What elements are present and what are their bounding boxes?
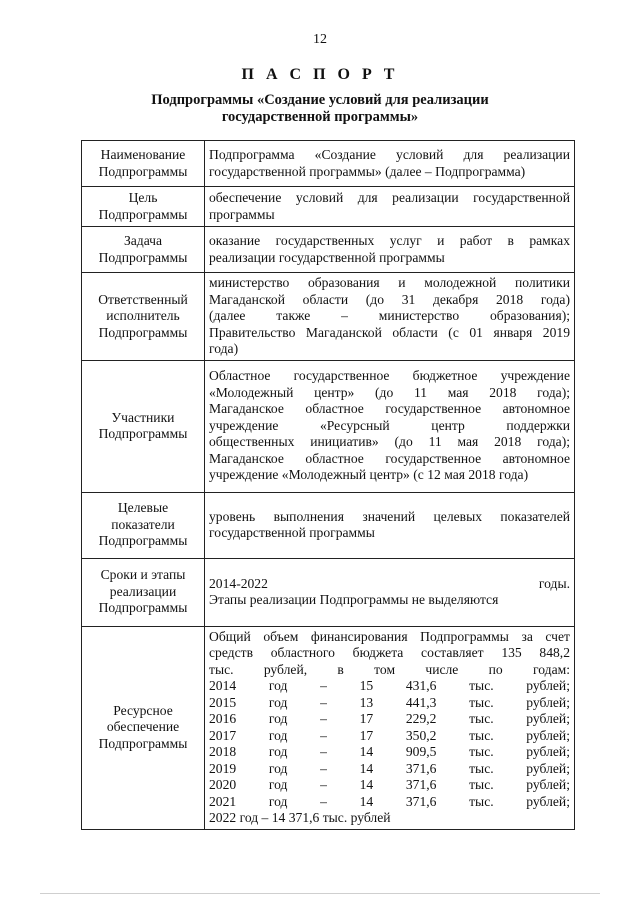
row-label-line: реализации <box>109 583 177 599</box>
row-label-line: Подпрограммы <box>98 735 188 751</box>
row-value <box>205 227 575 273</box>
row-label-line: Подпрограммы <box>98 324 188 340</box>
row-value-line: 2015 год – 13 441,3 тыс. рублей; <box>209 694 570 710</box>
row-value-line: (далее также – министерство образования); <box>209 308 570 323</box>
row-label-line: Наименование <box>100 147 186 162</box>
row-label-line: показатели <box>111 516 175 532</box>
row-value-line: тыс. рублей, в том числе по годам: <box>209 661 570 677</box>
row-value-line: общественных инициатив» (до 11 мая 2018 года); <box>209 434 570 450</box>
row-value-line: государственной программы <box>209 525 375 540</box>
row-value-line: оказание государственных услуг и работ в рамках <box>209 233 570 248</box>
row-value-line: «Молодежный центр» (до 11 мая 2018 года); <box>209 384 570 400</box>
row-label-line: обеспечение <box>106 719 180 735</box>
document-title: П А С П О Р Т <box>241 66 399 83</box>
row-value-line: обеспечение условий для реализации государственной <box>209 190 570 205</box>
row-label-line: Ресурсное <box>113 702 173 718</box>
document-subtitle <box>0 92 640 126</box>
row-value-line: программы <box>209 206 275 222</box>
row-value-line: Правительство Магаданской области (с 01 января 2019 <box>209 324 570 340</box>
passport-row <box>82 141 575 187</box>
row-value-line: Подпрограмма «Создание условий для реализации <box>209 147 570 162</box>
row-value-line: 2017 год – 17 350,2 тыс. рублей; <box>209 727 570 743</box>
passport-row <box>82 227 575 273</box>
row-value-line: 2022 год – 14 371,6 тыс. рублей <box>209 810 391 825</box>
passport-row <box>82 187 575 227</box>
row-label-line: Подпрограммы <box>98 163 188 179</box>
row-value-line: 2018 год – 14 909,5 тыс. рублей; <box>209 744 570 759</box>
row-label <box>82 626 205 829</box>
page-number: 12 <box>313 32 327 47</box>
row-value <box>205 558 575 626</box>
row-label-line: исполнитель <box>106 308 180 323</box>
row-label <box>82 187 205 227</box>
row-value-line: государственной программы» (далее – Подпрограмма) <box>209 163 526 179</box>
row-label-line: Сроки и этапы <box>100 567 186 583</box>
row-label <box>82 141 205 187</box>
row-label-line: Целевые <box>117 500 169 516</box>
row-value-line: Магаданской области (до 31 декабря 2018 года) <box>209 291 570 307</box>
row-label <box>82 227 205 273</box>
row-value-line: Магаданское областное государственное автономное <box>209 450 570 466</box>
row-value-line: Этапы реализации Подпрограммы не выделяются <box>209 592 499 607</box>
row-value-line: средств областного бюджета составляет 135 848,2 <box>209 645 570 660</box>
row-label-line: Подпрограммы <box>98 533 188 549</box>
row-value-line: 2016 год – 17 229,2 тыс. рублей; <box>209 711 570 726</box>
row-label <box>82 558 205 626</box>
row-value-line: 2020 год – 14 371,6 тыс. рублей; <box>209 777 570 792</box>
row-label-line: Участники <box>111 409 175 425</box>
row-value-line: 2014 год – 15 431,6 тыс. рублей; <box>209 678 570 693</box>
row-value <box>205 492 575 558</box>
passport-row <box>82 492 575 558</box>
row-label-line: Задача <box>123 233 163 248</box>
row-value <box>205 187 575 227</box>
row-value-line: Магаданское областное государственное автономное <box>209 401 570 417</box>
row-value-line: учреждение «Молодежный центр» (с 12 мая 2018 года) <box>209 467 529 483</box>
row-label-line: Цель <box>128 190 158 205</box>
subtitle-line: государственной программы» <box>221 109 419 125</box>
passport-row <box>82 360 575 492</box>
row-value-line: министерство образования и молодежной политики <box>209 275 570 290</box>
row-label <box>82 273 205 361</box>
subtitle-line: Подпрограммы «Создание условий для реализации <box>151 92 489 108</box>
row-value-line: года) <box>209 341 239 356</box>
row-label-line: Подпрограммы <box>98 206 188 222</box>
row-value <box>205 360 575 492</box>
row-value-line: реализации государственной программы <box>209 249 445 265</box>
row-value-line: Общий объем финансирования Подпрограммы за счет <box>209 628 570 644</box>
row-value <box>205 626 575 829</box>
row-value <box>205 273 575 361</box>
row-value-line: 2014-2022 годы. <box>209 575 570 591</box>
row-value <box>205 141 575 187</box>
row-label <box>82 492 205 558</box>
row-value-line: Областное государственное бюджетное учреждение <box>209 368 570 384</box>
row-value-line: 2021 год – 14 371,6 тыс. рублей; <box>209 793 570 809</box>
row-label-line: Ответственный <box>98 291 188 307</box>
page-bottom-rule <box>40 893 600 894</box>
row-label-line: Подпрограммы <box>98 600 188 616</box>
row-label-line: Подпрограммы <box>98 426 188 441</box>
row-value-line: 2019 год – 14 371,6 тыс. рублей; <box>209 760 570 776</box>
row-label-line: Подпрограммы <box>98 249 188 265</box>
passport-table <box>81 140 575 830</box>
row-value-line: учреждение «Ресурсный центр поддержки <box>209 417 570 433</box>
row-label <box>82 360 205 492</box>
passport-row <box>82 558 575 626</box>
passport-row <box>82 626 575 829</box>
passport-row <box>82 273 575 361</box>
row-value-line: уровень выполнения значений целевых показателей <box>209 508 570 524</box>
